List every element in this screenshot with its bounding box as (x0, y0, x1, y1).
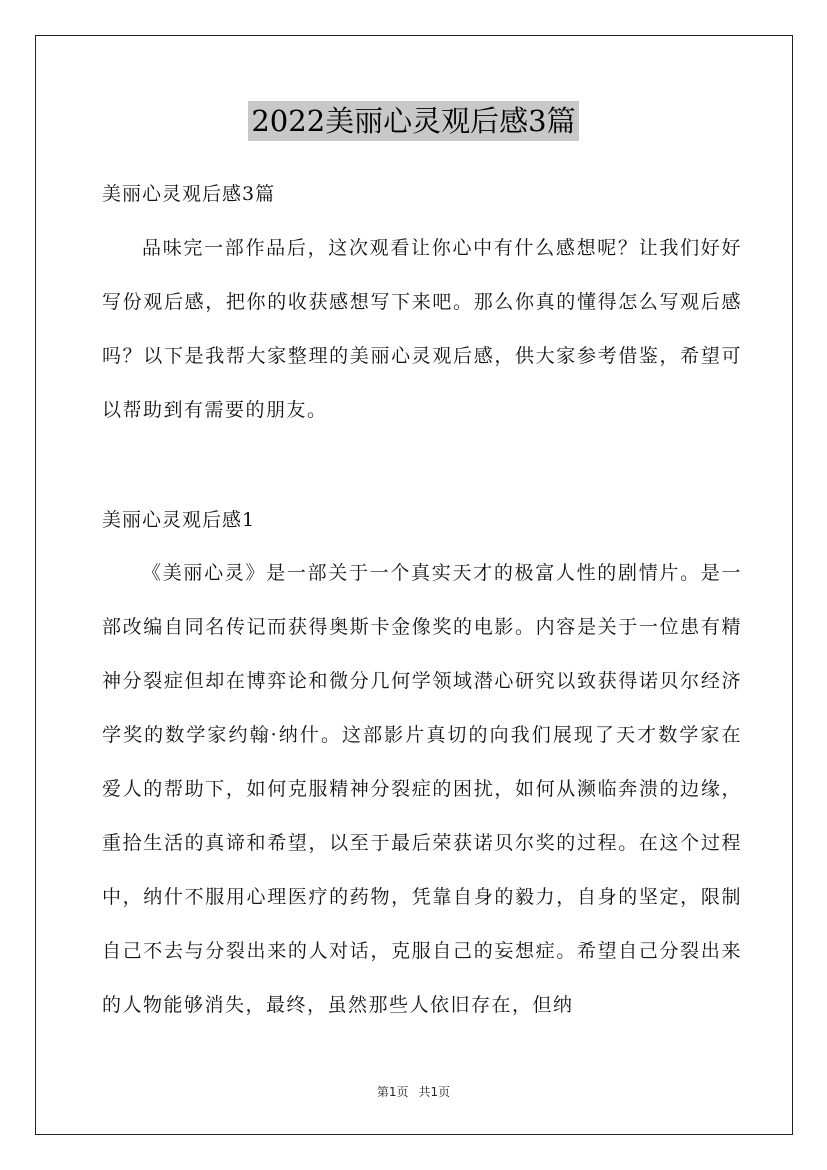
page-number: 第1页 (376, 1085, 409, 1099)
subtitle-heading: 美丽心灵观后感3篇 (102, 183, 276, 205)
section-1-paragraph: 《美丽心灵》是一部关于一个真实天才的极富人性的剧情片。是一部改编自同名传记而获得奥斯卡金像奖的电影。内容是关于一位患有精神分裂症但却在博弈论和微分几何学领域潜心研究以致获得诺贝尔经济学奖的数学家约翰·纳什。这部影片真切的向我们展现了天才数学家在爱人的帮助下，如何克服精神分裂症的困扰，如何从濒临奔溃的边缘，重拾生活的真谛和希望，以至于最后荣获诺贝尔奖的过程。在这个过程中，纳什不服用心理医疗的药物，凭靠自身的毅力，自身的坚定，限制自己不去与分裂出来的人对话，克服自己的妄想症。希望自己分裂出来的人物能够消失，最终，虽然那些人依旧存在，但纳 (102, 562, 742, 1016)
section-1-heading: 美丽心灵观后感1 (102, 509, 256, 531)
page-total: 共1页 (418, 1085, 451, 1099)
title-container (0, 101, 827, 141)
document-title: 2022美丽心灵观后感3篇 (248, 101, 578, 141)
intro-paragraph: 品味完一部作品后，这次观看让你心中有什么感想呢？让我们好好写份观后感，把你的收获感想写下来吧。那么你真的懂得怎么写观后感吗？以下是我帮大家整理的美丽心灵观后感，供大家参考借鉴，希望可以帮助到有需要的朋友。 (102, 237, 742, 421)
page-footer (0, 1083, 827, 1100)
